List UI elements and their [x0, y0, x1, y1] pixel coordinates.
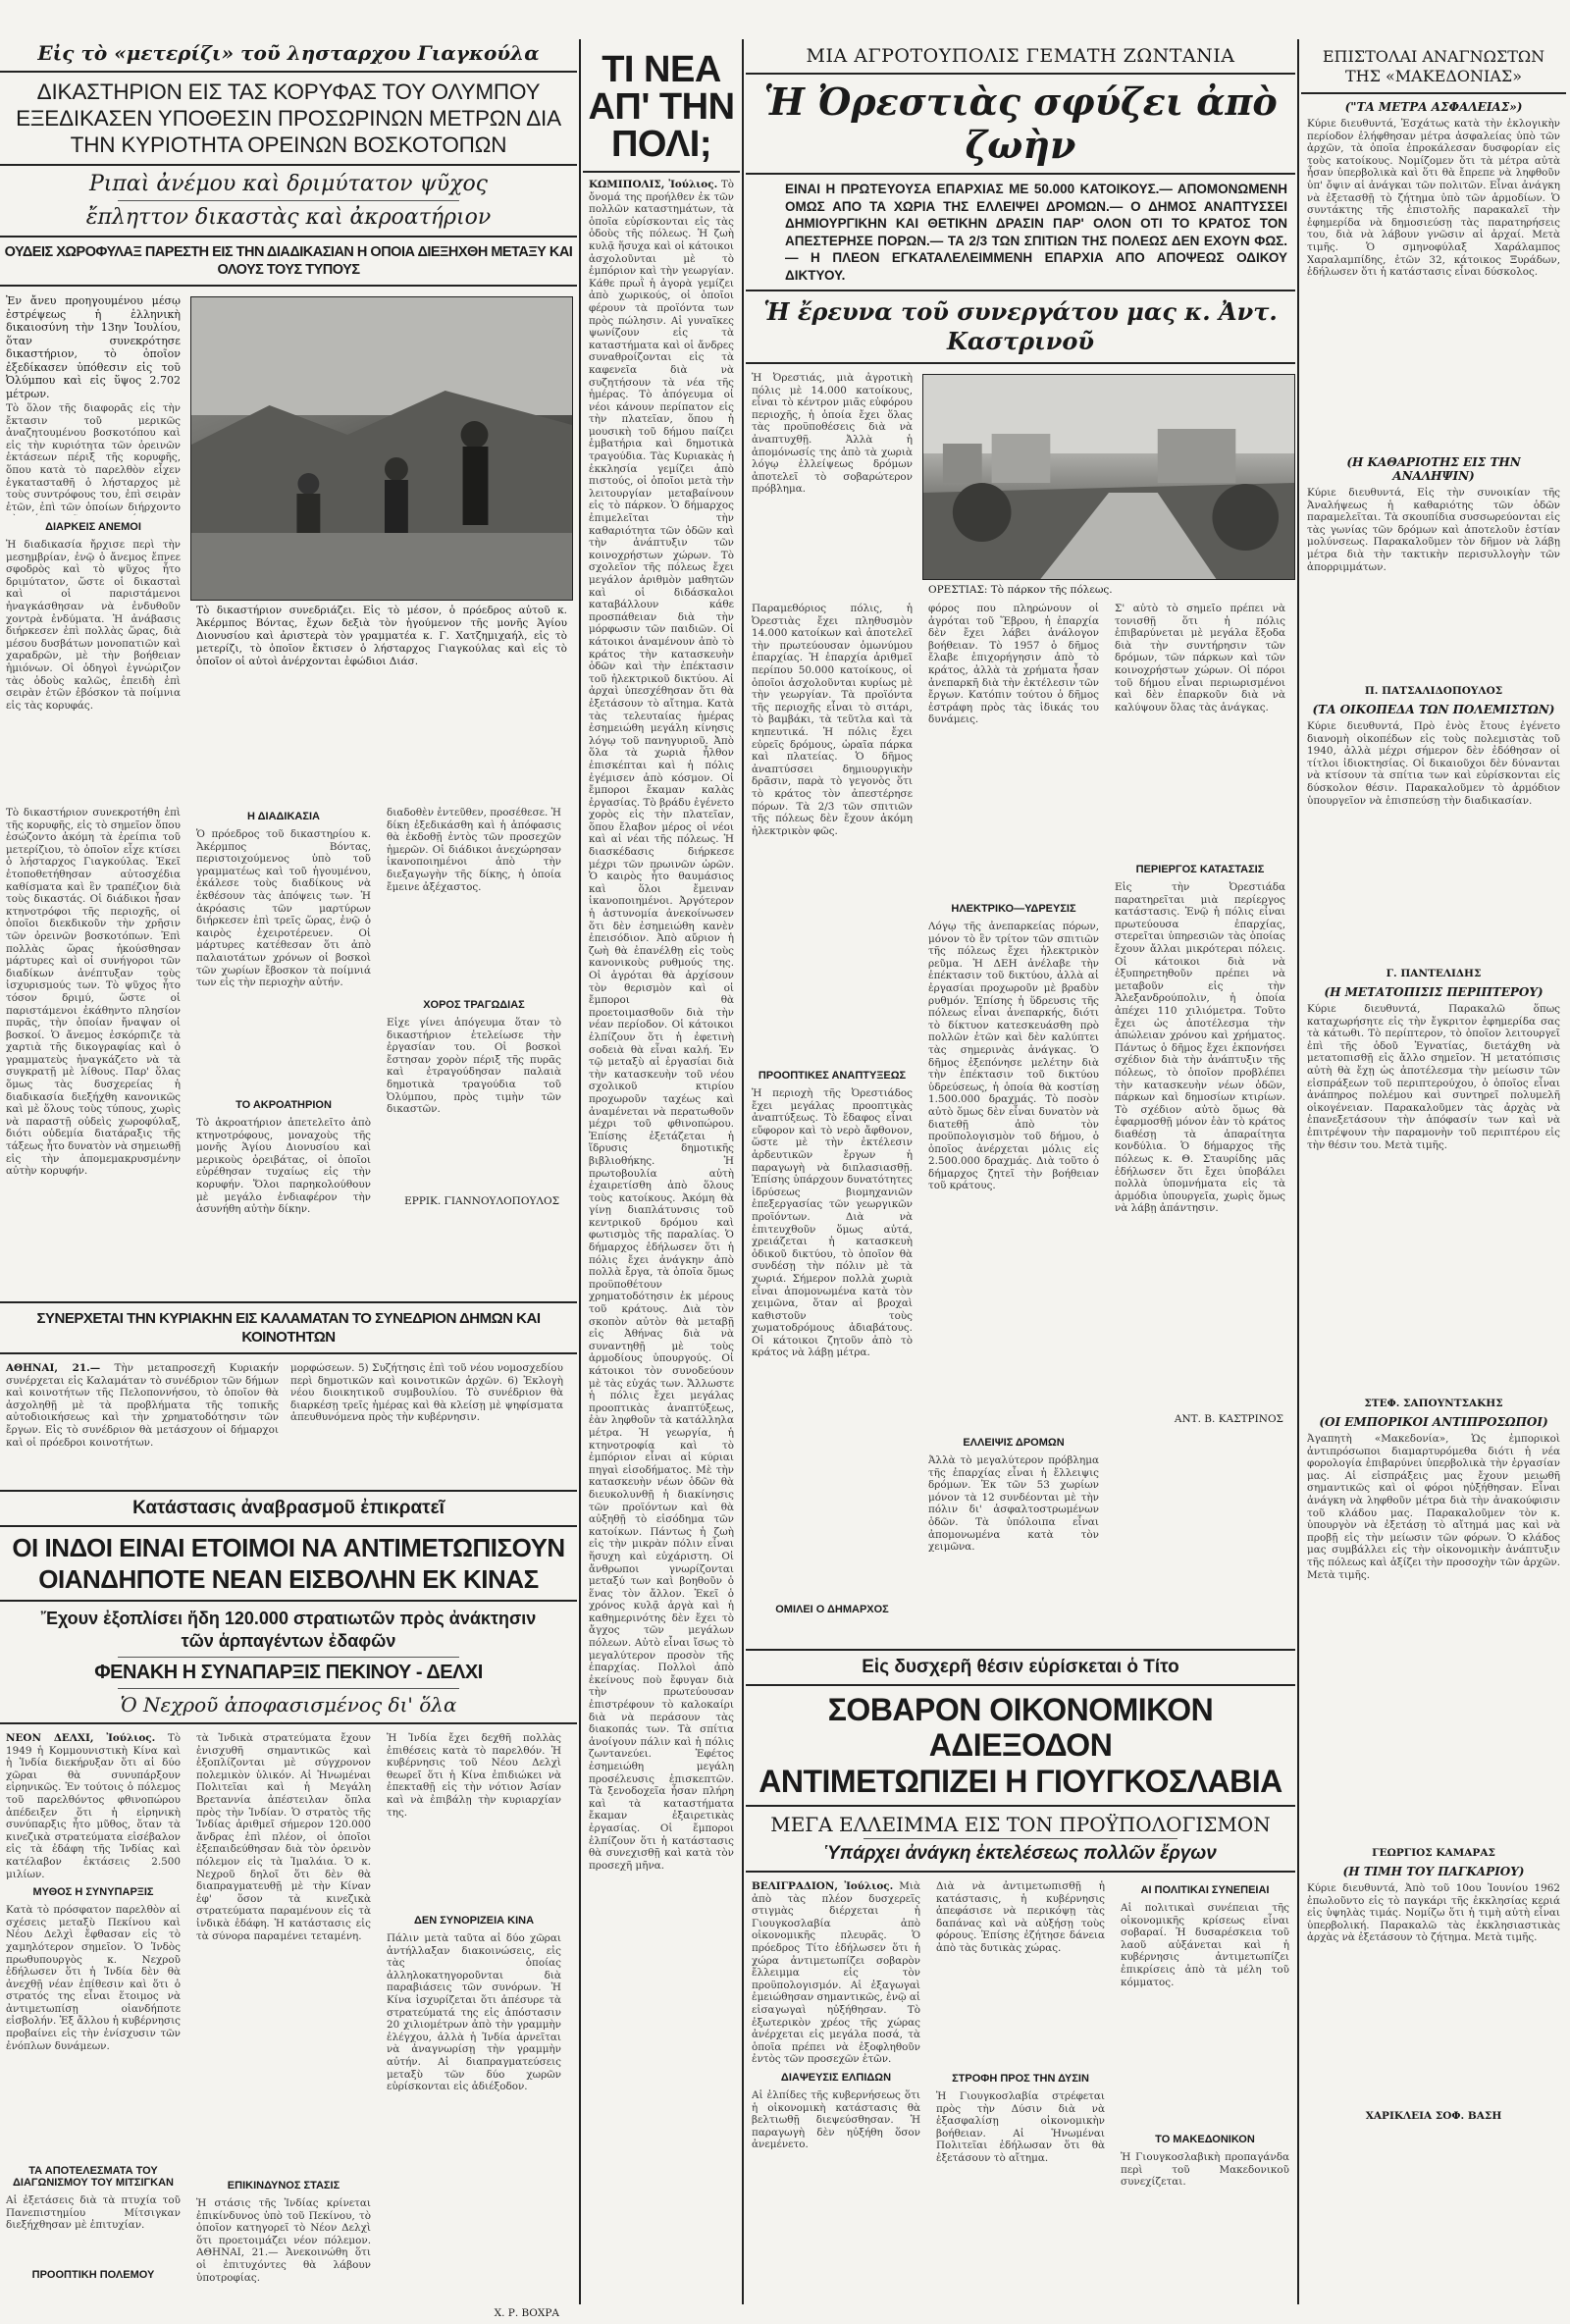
article-text: Κύριε διευθυντά, Ἐσχάτως κατὰ τὴν ἐκλογικὴν περίοδον ἐλήφθησαν μέτρα ἀσφαλείας ὑπὸ τῶν ἀρχῶν, τὰ ὁποῖα ἐπροκάλεσαν δυσφορίαν εἰς τοὺς κατοίκους. Νομίζομεν ὅτι τὰ μέτρα αὐτὰ ἦσαν ὑπερβολικὰ καὶ ὅτι θὰ ἔπρεπε νὰ ληφθοῦν ὑπ' ὄψιν αἱ ἀνάγκαι τῶν πολιτῶν. Εἶναι ἀνάγκη νὰ ἐξετασθῇ τὸ ζήτημα ὑπὸ τῶν ἁρμοδίων. Ὁ συντάκτης τῆς ἐπιστολῆς παρακαλεῖ τὴν ἐφημερίδα νὰ δημοσιεύσῃ τὰς παρατηρήσεις του, διὰ νὰ λάβουν γνῶσιν αἱ ἀρχαί. Μετὰ τιμῆς. Ὁ σμηνοφύλαξ Χαράλαμπος Χαραλαμπίδης, ἐτῶν 32, κάτοικος Ξυράδων, ἐδήλωσεν ὅτι ἡ κατάστασις εἶναι δύσκολος.: [1307, 118, 1560, 279]
article-text: Ἀγαπητὴ «Μακεδονία», Ὡς ἐμπορικοὶ ἀντιπρόσωποι διαμαρτυρόμεθα διότι ἡ νέα φορολογία ἐπιβαρύνει ὑπερβολικὰ τὴν ἐργασίαν μας. Αἱ εἰσπράξεις μας ἔχουν μειωθῆ σημαντικῶς καὶ οἱ φόροι ηὐξήθησαν. Εἶναι ἀνάγκη νὰ ληφθοῦν μέτρα διὰ τὴν ἀνακούφισιν τοῦ κλάδου μας. Παρακαλοῦμεν τὸν κ. ὑπουργὸν νὰ ἐξετάσῃ τὸ αἴτημά μας καὶ νὰ προβῇ εἰς τὴν μείωσιν τῶν φόρων. Ὁ κλάδος μας συμβάλλει εἰς τὴν οἰκονομικὴν ἀνάπτυξιν τῆς πόλεως καὶ ἀξίζει τὴν προσοχὴν τῶν ἀρχῶν. Μετὰ τιμῆς.: [1307, 1433, 1560, 1581]
column-orestias: [746, 0, 1295, 2324]
article-text: Τὸ ὄνομά της προήλθεν ἐκ τῶν πολλῶν καταστημάτων, τὰ ὁποῖα εὑρίσκονται εἰς τὰς ὁδοὺς τῆς πόλεως. Ἡ ζωὴ κυλᾷ ἥσυχα καὶ οἱ κάτοικοι ἀσχολοῦνται μὲ τὸ ἐμπόριον καὶ τὴν γεωργίαν. Κάθε πρωῒ ἡ ἀγορὰ γεμίζει ἀπὸ χωρικούς, οἱ ὁποῖοι φέρουν τὰ προϊόντα των πρὸς πώλησιν. Αἱ γυναῖκες ψωνίζουν εἰς τὰ καταστήματα καὶ οἱ ἄνδρες συναθροίζονται εἰς τὰ καφενεῖα διὰ νὰ συζητήσουν τὰ νέα τῆς ἡμέρας. Τὸ ἀπόγευμα οἱ νέοι κάνουν περίπατον εἰς τὴν πλατεῖαν, ὅπου ἡ μουσικὴ τοῦ δήμου παίζει ἐμβατήρια καὶ δημοτικὰ τραγούδια. Τὰς Κυριακὰς ἡ ἐκκλησία γεμίζει ἀπὸ πιστούς, οἱ ὁποῖοι μετὰ τὴν λειτουργίαν μεταβαίνουν εἰς τὸ πάρκον. Ὁ δήμαρχος ἐπιμελεῖται τὴν καθαριότητα τῶν ὁδῶν καὶ τὴν ἀνάπτυξιν τῶν κοινοχρήστων χώρων. Τὸ σχολεῖον τῆς πόλεως ἔχει μεγάλον ἀριθμὸν μαθητῶν καὶ οἱ διδάσκαλοι καταβάλλουν κάθε προσπάθειαν διὰ τὴν μόρφωσιν τῶν παιδιῶν. Οἱ κάτοικοι ἀναμένουν ἀπὸ τὸ κράτος τὴν κατασκευὴν ὁδῶν καὶ τὴν ἐπέκτασιν τοῦ ἠλεκτρικοῦ δικτύου. Αἱ ἀρχαὶ ὑπεσχέθησαν ὅτι θὰ ἐξετάσουν τὸ αἴτημα. Κατὰ τὰς τελευταίας ἡμέρας ἐσημειώθη μεγάλη κίνησις λόγῳ τοῦ πανηγυριοῦ. Ἀπὸ ὅλα τὰ χωριὰ ἦλθον ἐπισκέπται καὶ ἡ πόλις ἐγέμισεν ἀπὸ κόσμον. Οἱ ἔμποροι ἔκαμαν καλὰς ἐργασίας. Τὸ βράδυ ἐγένετο χορὸς εἰς τὴν πλατεῖαν, ὅπου ἔλαβον μέρος οἱ νέοι καὶ αἱ νέαι τῆς πόλεως. Ἡ διασκέδασις διήρκεσε μέχρι τῶν πρωινῶν ὡρῶν. Ὁ καιρὸς ἦτο θαυμάσιος καὶ ὅλοι ἔμειναν ἱκανοποιημένοι. Ἀργότερον ἡ ἀστυνομία ἀνεκοίνωσεν ὅτι δὲν ἐσημειώθη κανὲν ἐπεισόδιον. Ἀπὸ αὔριον ἡ ζωὴ θὰ ἐπανέλθῃ εἰς τοὺς κανονικοὺς ρυθμούς της. Οἱ ἀγρόται θὰ ἀρχίσουν τὸν θερισμὸν καὶ οἱ ἔμποροι θὰ προετοιμασθοῦν διὰ τὴν νέαν περίοδον. Οἱ κάτοικοι ἐλπίζουν ὅτι ἡ ἐφετινὴ σοδειὰ θὰ εἶναι καλή. Ἐν τῷ μεταξὺ αἱ ἐργασίαι διὰ τὴν κατασκευὴν τοῦ νέου σχολικοῦ κτιρίου προχωροῦν ταχέως καὶ ἀναμένεται νὰ περατωθοῦν μέχρι τοῦ φθινοπώρου. Ἐπίσης ἐξετάζεται ἡ ἵδρυσις δημοτικῆς βιβλιοθήκης. Ἡ πρωτοβουλία αὐτὴ ἐχαιρετίσθη ἀπὸ ὅλους τοὺς κατοίκους. Ἀκόμη θὰ γίνῃ διαπλάτυνσις τοῦ κεντρικοῦ δρόμου καὶ φωτισμὸς τῆς παραλίας. Ὁ δήμαρχος ἐδήλωσεν ὅτι ἡ πόλις ἔχει ἀνάγκην ἀπὸ πολλὰ ἔργα, τὰ ὁποῖα ὅμως προϋποθέτουν χρηματοδότησιν ἐκ μέρους τοῦ κράτους. Διὰ τὸν σκοπὸν αὐτὸν θὰ μεταβῇ εἰς Ἀθήνας διὰ νὰ συναντηθῇ μὲ τοὺς ἁρμοδίους ὑπουργούς. Οἱ κάτοικοι τὸν συνοδεύουν μὲ τὰς εὐχάς των. Ἄλλωστε ἡ πόλις ἔχει μεγάλας προοπτικὰς ἀναπτύξεως, ἐὰν ληφθοῦν τὰ κατάλληλα μέτρα. Ἡ γεωργία, ἡ κτηνοτροφία καὶ τὸ ἐμπόριον εἶναι αἱ κύριαι πηγαὶ εἰσοδήματος. Μὲ τὴν κατασκευὴν νέων ὁδῶν θὰ διευκολυνθῇ ἡ διακίνησις τῶν προϊόντων καὶ θὰ αὐξηθῇ τὸ εἰσόδημα τῶν κατοίκων. Πάντως ἡ ζωὴ εἰς τὴν μικρὰν πόλιν εἶναι ἥσυχη καὶ εὐχάριστη. Οἱ ἄνθρωποι γνωρίζονται μεταξύ των καὶ βοηθοῦν ὁ ἕνας τὸν ἄλλον. Ἐκεῖ ὁ χρόνος κυλᾷ ἀργὰ καὶ ἡ καθημερινότης δὲν ἔχει τὸ ἄγχος τῶν μεγάλων πόλεων. Αὐτὸ εἶναι ἴσως τὸ μεγαλύτερον προσὸν τῆς ἐπαρχίας. Πολλοὶ ἀπὸ ἐκείνους ποὺ ἔφυγαν διὰ τὴν πρωτεύουσαν ἐπιστρέφουν τὸ καλοκαίρι διὰ νὰ περάσουν τὰς διακοπάς των. Τὰ σπίτια ἀνοίγουν πάλιν καὶ ἡ πόλις ζωντανεύει. Ἐφέτος ἐσημειώθη μεγάλη προσέλευσις ἐπισκεπτῶν. Τὰ ξενοδοχεῖα ἦσαν πλήρη καὶ τὰ καταστήματα ἔκαμαν ἐξαιρετικὰς ἐργασίας. Οἱ ἔμποροι ἐλπίζουν ὅτι ἡ κατάστασις θὰ συνεχισθῇ καὶ κατὰ τὸν προσεχῆ μῆνα.: [589, 179, 734, 1872]
article-text: Τὸ ὅλον τῆς διαφορᾶς εἰς τὴν ἔκτασιν τοῦ μερικῶς ἀναζητουμένου βοσκοτόπου καὶ εἰς τὴν κυριότητα τῶν ὀρεινῶν ἐκτάσεων πέριξ τῆς κορυφῆς, ὅπου κατὰ τὸ παρελθὸν εἶχεν ἐγκατασταθῆ ὁ λήσταρχος μὲ τοὺς συντρόφους του, ἐπὶ σειρὰν ἐτῶν, ἐπὶ τῶν ὁποίων διήρχοντο: [6, 402, 181, 513]
india-sub-danger: ΕΠΙΚΙΝΔΥΝΟΣ ΣΤΑΣΙΣ: [227, 2180, 340, 2192]
orestias-photo-caption: ΟΡΕΣΤΙΑΣ: Τὸ πάρκον τῆς πόλεως.: [928, 584, 1113, 596]
article-text: Ἡ Ὀρεστιάς, μιὰ ἀγροτικὴ πόλις μὲ 14.000 κατοίκους, εἶναι τὸ κέντρον μιᾶς εὐφόρου περιοχῆς, ἡ ὁποία ἔχει ὅλας τὰς προϋποθέσεις διὰ νὰ ἀναπτυχθῇ. Ἀλλὰ ἡ ἀπομόνωσίς της ἀπὸ τὰ χωριὰ λόγῳ ἐλλείψεως δρόμων ἀποτελεῖ τὸ σοβαρώτερον πρόβλημα.: [752, 372, 913, 496]
letter-signer-3: Γ. ΠΑΝΤΕΛΙΔΗΣ: [1386, 968, 1482, 979]
article-text: φόρος που πληρώνουν οἱ ἀγρόται τοῦ Ἕβρου, ἡ ἐπαρχία δὲν ἔχει λάβει ἀνάλογον βοήθειαν. Τὸ 1957 ὁ δῆμος ἔλαβε ἐπιχορήγησιν ἀπὸ τὸ κράτος, ἀλλὰ τὰ χρήματα ἦσαν ἀνεπαρκῆ διὰ τὴν ἐκτέλεσιν τῶν ἔργων. Κατόπιν τούτου ὁ δῆμος ἐστράφη πρὸς τὰς ἰδικάς του δυνάμεις.: [928, 603, 1099, 726]
olympus-headline: ΔΙΚΑΣΤΗΡΙΟΝ ΕΙΣ ΤΑΣ ΚΟΡΥΦΑΣ ΤΟΥ ΟΛΥΜΠΟΥ ΕΞΕΔΙΚΑΣΕΝ ΥΠΟΘΕΣΙΝ ΠΡΟΣΩΡΙΝΩΝ ΜΕΤΡΩΝ ΔΙΑ ΤΗΝ ΚΥΡΙΟΤΗΤΑ ΟΡΕΙΝΩΝ ΒΟΣΚΟΤΟΠΩΝ: [16, 79, 561, 157]
article-text: Τὸ 1949 ἡ Κομμουνιστικὴ Κίνα καὶ ἡ Ἰνδία διεκήρυξαν ὅτι αἱ δύο χῶραι θὰ συνυπάρξουν εἰρηνικῶς. Ἐν τούτοις ὁ πόλεμος τοῦ παρελθόντος φθινοπώρου ἀπέδειξεν ὅτι ἡ εἰρηνικὴ συνύπαρξις ἦτο μῦθος, ὅταν τὰ κινεζικὰ στρατεύματα εἰσέβαλον εἰς τὰ ἐδάφη τῆς Ἰνδίας καὶ κατέλαβον ἐκτάσεις 2.500 μιλίων.: [6, 1732, 181, 1880]
article-text: Κύριε διευθυντά, Παρακαλῶ ὅπως καταχωρήσητε εἰς τὴν ἔγκριτον ἐφημερίδα σας τὰ κάτωθι. Τὸ περίπτερον, τὸ ὁποῖον λειτουργεῖ ἐπὶ τῆς ὁδοῦ Ἐγνατίας, διετάχθη νὰ μετατοπισθῇ εἰς ἄλλο σημεῖον. Ἡ μετατόπισις αὐτὴ θὰ ἔχῃ ὡς ἀποτέλεσμα τὴν μείωσιν τῶν εἰσπράξεων τοῦ περιπτερούχου, ὁ ὁποῖος εἶναι ἀνάπηρος πολέμου καὶ συντηρεῖ πολυμελῆ οἰκογένειαν. Παρακαλοῦμεν τὰς ἀρχὰς νὰ ἐπανεξετάσουν τὴν ἀπόφασίν των καὶ νὰ ἐπιτρέψουν τὴν παραμονὴν τοῦ περιπτέρου εἰς τὴν θέσιν του. Μετὰ τιμῆς.: [1307, 1003, 1560, 1151]
article-text: Αἱ ἐξετάσεις διὰ τὰ πτυχία τοῦ Πανεπιστημίου Μίτσιγκαν διεξήχθησαν μὲ ἐπιτυχίαν.: [6, 2194, 181, 2232]
orestias-park-photo: [922, 374, 1295, 580]
article-text: Κύριε διευθυντά, Εἰς τὴν συνοικίαν τῆς Ἀναλήψεως ἡ καθαριότης τῶν ὁδῶν παραμελεῖται. Τὰ σκουπίδια συσσωρεύονται εἰς τὰς γωνίας τῶν δρόμων καὶ ἀποτελοῦν ἑστίαν μολύνσεως. Παρακαλοῦμεν τὸν δῆμον νὰ λάβῃ μέτρα διὰ τὴν τακτικὴν περισυλλογὴν τῶν ἀπορριμμάτων.: [1307, 487, 1560, 573]
india-sub-war: ΠΡΟΟΠΤΙΚΗ ΠΟΛΕΜΟΥ: [31, 2269, 155, 2282]
orestias-sub-prospects: ΠΡΟΟΠΤΙΚΕΣ ΑΝΑΠΤΥΞΕΩΣ: [758, 1070, 907, 1082]
article-text: Τὸ δικαστήριον συνεκροτήθη ἐπὶ τῆς κορυφῆς, εἰς τὸ σημεῖον ὅπου ἐσώζοντο ἀκόμη τὰ ἐρείπια τοῦ μετερίζιου, τὸ ὁποῖον εἶχε κτίσει ὁ λήσταρχος Γιαγκούλας. Ἐκεῖ ἐτοποθετήθησαν αὐτοσχέδια καθίσματα καὶ ἓν τραπέζιον διὰ τοὺς δικαστάς. Οἱ διάδικοι ἦσαν κτηνοτρόφοι τῆς περιοχῆς, οἱ ὁποῖοι διεκδικοῦν τὴν χρῆσιν τῶν ὀρεινῶν βοσκοτόπων. Ἐπὶ πολλὰς ὥρας ἠκούσθησαν μάρτυρες καὶ οἱ συνήγοροι τῶν διαδίκων ἀνέπτυξαν τοὺς ἰσχυρισμούς των. Τὸ ψῦχος ἦτο τόσον δριμύ, ὥστε οἱ παριστάμενοι ἐκάθηντο πλησίον πυρᾶς, τὴν ὁποίαν ἤναψαν οἱ βοσκοί. Ὁ ἄνεμος ἐσκόρπιζε τὰ χαρτιὰ τῆς δικογραφίας καὶ ὁ γραμματεὺς ἠναγκάζετο νὰ τὰ συγκρατῇ μὲ λίθους. Παρ' ὅλας ὅμως τὰς δυσχερείας ἡ διαδικασία διεξήχθη κανονικῶς καὶ μὲ ὅλους τοὺς τύπους, χωρὶς νὰ παραστῇ οὐδεὶς χωροφύλαξ, διότι οὐδεμία διατάραξις τῆς τάξεως ἦτο δυνατὸν νὰ σημειωθῇ εἰς τὴν ἀπομεμακρυσμένην αὐτὴν κορυφήν.: [6, 807, 181, 1178]
yugo-headline-1: ΣΟΒΑΡΟΝ ΟΙΚΟΝΟΜΙΚΟΝ ΑΔΙΕΞΟΔΟΝ: [827, 1692, 1214, 1763]
letter-signer-6: ΧΑΡΙΚΛΕΙΑ ΣΟΦ. ΒΑΣΗ: [1365, 2110, 1502, 2122]
orestias-headline: Ἡ Ὀρεστιὰς σφύζει ἀπὸ ζωὴν: [763, 79, 1278, 167]
orestias-sub-strange: ΠΕΡΙΕΡΓΟΣ ΚΑΤΑΣΤΑΣΙΣ: [1135, 864, 1265, 875]
mountain-scene-icon: [191, 297, 572, 600]
column-letters: [1301, 0, 1566, 2324]
olympus-deck-2: ἔπληττον δικαστὰς καὶ ἀκροατήριον: [85, 205, 492, 230]
olympus-sub-dance: ΧΟΡΟΣ ΤΡΑΓΩΔΙΑΣ: [423, 999, 525, 1011]
article-text: Εἶχε γίνει ἀπόγευμα ὅταν τὸ δικαστήριον ἐτελείωσε τὴν ἐργασίαν του. Οἱ βοσκοὶ ἔστησαν χορὸν πέριξ τῆς πυρᾶς καὶ ἐτραγούδησαν παλαιὰ δημοτικὰ τραγούδια τοῦ Ὀλύμπου, πρὸς τιμὴν τῶν δικαστῶν.: [387, 1017, 561, 1116]
article-text: Κύριε διευθυντά, Ἀπὸ τοῦ 10ου Ἰουνίου 1962 ἐπωλοῦντο εἰς τὸ παγκάρι τῆς ἐκκλησίας κεριά εἰς ὑψηλὰς τιμάς. Νομίζω ὅτι ἡ τιμὴ αὐτὴ εἶναι ὑπερβολική. Παρακαλῶ τὰς ἐκκλησιαστικὰς ἀρχὰς νὰ ἐξετάσουν τὸ ζήτημα. Μετὰ τιμῆς.: [1307, 1882, 1560, 1944]
letter-title-2: (Η ΚΑΘΑΡΙΟΤΗΣ ΕΙΣ ΤΗΝ ΑΝΑΛΗΨΙΝ): [1346, 455, 1521, 483]
india-deck-2: ΦΕΝΑΚΗ Η ΣΥΝΑΠΑΡΞΙΣ ΠΕΚΙΝΟΥ - ΔΕΛΧΙ: [94, 1662, 483, 1683]
article-text: Λόγῳ τῆς ἀνεπαρκείας πόρων, μόνον τὸ ἓν τρίτον τῶν σπιτιῶν τῆς πόλεως ἔχει ἠλεκτρικὸν ρεῦμα. Ἡ ΔΕΗ ἀνέλαβε τὴν ἐπέκτασιν τοῦ δικτύου, ἀλλὰ αἱ ἐργασίαι προχωροῦν μὲ βραδὺν ρυθμόν. Ἐπίσης ἡ ὕδρευσις τῆς πόλεως εἶναι ἀνεπαρκής, διότι τὸ δίκτυον κατεσκευάσθη πρὸ πολλῶν ἐτῶν καὶ δὲν καλύπτει τὰς σημερινὰς ἀνάγκας. Ὁ δῆμος ἐξεπόνησε μελέτην διὰ τὴν ἐπέκτασιν τοῦ δικτύου ὑδρεύσεως, ἡ ὁποία θὰ κοστίσῃ 1.500.000 δραχμάς. Τὸ ποσὸν αὐτὸ ὅμως δὲν εἶναι δυνατὸν νὰ διατεθῇ ἀπὸ τὸν προϋπολογισμὸν τοῦ δήμου, ὁ ὁποῖος ἀνέρχεται μόλις εἰς 2.500.000 δραχμάς. Διὰ τοῦτο ὁ δήμαρχος ζητεῖ τὴν βοήθειαν τοῦ κράτους.: [928, 921, 1099, 1192]
india-byline: Χ. Ρ. ΒΟΧΡΑ: [494, 2307, 559, 2319]
letter-signer-2: Π. ΠΑΤΣΑΛΙΔΟΠΟΥΛΟΣ: [1364, 685, 1503, 697]
india-deck-1: Ἔχουν ἐξοπλίσει ἤδη 120.000 στρατιωτῶν πρὸς ἀνάκτησιν τῶν ἁρπαγέντων ἐδαφῶν: [40, 1609, 537, 1651]
article-text: τὰ Ἰνδικὰ στρατεύματα ἔχουν ἐνισχυθῆ σημαντικῶς καὶ ἐξοπλίζονται μὲ σύγχρονον πολεμικὸν ὑλικόν. Αἱ Ἡνωμέναι Πολιτεῖαι καὶ ἡ Μεγάλη Βρεταννία ἀπέστειλαν ὅπλα πρὸς τὴν Ἰνδίαν. Ὁ στρατὸς τῆς Ἰνδίας ἀριθμεῖ σήμερον 120.000 ἄνδρας ἐπὶ πλέον, οἱ ὁποῖοι ἐξεπαιδεύθησαν διὰ τὸν ὀρεινὸν πόλεμον εἰς τὰ Ἱμαλάια. Ὁ κ. Νεχροῦ δηλοῖ ὅτι δὲν θὰ διαπραγματευθῇ μὲ τὴν Κίναν ἐφ' ὅσον τὰ κινεζικὰ στρατεύματα παραμένουν εἰς τὰ ἰνδικὰ ἐδάφη. Ἡ κατάστασις εἰς τὰ σύνορα παραμένει τεταμένη.: [196, 1732, 371, 1942]
article-text: Διὰ νὰ ἀντιμετωπισθῇ ἡ κατάστασις, ἡ κυβέρνησις ἀπεφάσισε νὰ περικόψῃ τὰς δαπάνας καὶ νὰ αὐξήσῃ τοὺς φόρους. Ἐπίσης ἐζήτησε δάνεια ἀπὸ τὰς δυτικὰς χώρας.: [936, 1880, 1105, 1954]
orestias-sub-roads: ΕΛΛΕΙΨΙΣ ΔΡΟΜΩΝ: [963, 1437, 1065, 1449]
article-text: Ἡ περιοχὴ τῆς Ὀρεστιάδος ἔχει μεγάλας προοπτικὰς ἀναπτύξεως. Τὸ ἔδαφος εἶναι εὔφορον καὶ τὸ νερὸ ἄφθονον, ὥστε μὲ τὴν ἐκτέλεσιν ἀρδευτικῶν ἔργων ἡ παραγωγὴ νὰ διπλασιασθῇ. Ἐπίσης ὑπάρχουν δυνατότητες ἱδρύσεως βιομηχανιῶν ἐπεξεργασίας τῶν γεωργικῶν προϊόντων. Διὰ νὰ ἐπιτευχθοῦν ὅμως αὐτά, χρειάζεται ἡ κατασκευὴ ὁδικοῦ δικτύου, τὸ ὁποῖον θὰ συνδέσῃ τὴν πόλιν μὲ τὰ χωριά. Σήμερον πολλὰ χωριὰ εἶναι ἀπομονωμένα κατὰ τὸν χειμῶνα, ὅταν αἱ βροχαὶ καθιστοῦν τοὺς χωματοδρόμους ἀδιαβάτους. Οἱ κάτοικοι ζητοῦν ἀπὸ τὸ κράτος νὰ λάβῃ μέτρα.: [752, 1087, 913, 1359]
orestias-kicker: ΜΙΑ ΑΓΡΟΤΟΥΠΟΛΙΣ ΓΕΜΑΤΗ ΖΩΝΤΑΝΙΑ: [806, 45, 1235, 67]
olympus-court-photo: [190, 296, 573, 601]
article-text: Αἱ ἐλπίδες τῆς κυβερνήσεως ὅτι ἡ οἰκονομικὴ κατάστασις θὰ βελτιωθῇ διεψεύσθησαν. Ἡ παραγωγὴ δὲν ηὐξήθη ὅσον ἀνεμένετο.: [752, 2088, 920, 2151]
olympus-kicker: Εἰς τὸ «μετερίζι» τοῦ λησταρχου Γιαγκούλα: [37, 41, 540, 65]
column-divider: [579, 39, 581, 2304]
olympus-sub-winds: ΔΙΑΡΚΕΙΣ ΑΝΕΜΟΙ: [45, 521, 141, 533]
article-text: Εἰς τὴν Ὀρεστιάδα παρατηρεῖται μιὰ περίεργος κατάστασις. Ἐνῷ ἡ πόλις εἶναι πρωτεύουσα ἐπαρχίας, στερεῖται ὑπηρεσιῶν τὰς ὁποίας ἔχουν ἄλλαι μικρότεραι πόλεις. Οἱ κάτοικοι διὰ νὰ ἐξυπηρετηθοῦν πρέπει νὰ μεταβοῦν εἰς τὴν Ἀλεξανδρούπολιν, ἡ ὁποία ἀπέχει 110 χιλιόμετρα. Τοῦτο ἔχει ὡς ἀποτέλεσμα τὴν ἀπώλειαν χρόνου καὶ χρήματος. Πάντως ὁ δῆμος ἔχει ἐκπονήσει σχέδιον διὰ τὴν ἀνάπτυξιν τῆς πόλεως, τὸ ὁποῖον προβλέπει τὴν κατασκευὴν νέων ὁδῶν, πάρκων καὶ δημοσίων κτιρίων. Τὸ σχέδιον αὐτὸ ὅμως θὰ ἐφαρμοσθῇ μόνον ἐὰν τὸ κράτος διαθέσῃ τὰ ἀπαραίτητα κονδύλια. Ὁ δήμαρχος τῆς πόλεως κ. Θ. Σταυρίδης μᾶς ἐδήλωσεν ὅτι ἔχει ὑποβάλει πολλὰ ὑπομνήματα εἰς τὰ ἁρμόδια ὑπουργεῖα, χωρὶς ὅμως νὰ λάβῃ ἀπάντησιν.: [1115, 881, 1285, 1215]
yugo-deck-2: Ὑπάρχει ἀνάγκη ἐκτελέσεως πολλῶν ἔργων: [824, 1843, 1217, 1864]
city-news-title: ΤΙ ΝΕΑ ΑΠ' ΤΗΝ ΠΟΛΙ;: [588, 49, 735, 165]
article-text: Ἡ στάσις τῆς Ἰνδίας κρίνεται ἐπικίνδυνος ὑπὸ τοῦ Πεκίνου, τὸ ὁποῖον κατηγορεῖ τὸ Νέον Δελχὶ ὅτι προετοιμάζει νέον πόλεμον. ΑΘΗΝΑΙ, 21.— Ἀνεκοινώθη ὅτι οἱ ἐπιτυχόντες θὰ λάβουν ὑποτροφίας.: [196, 2197, 371, 2284]
letter-signer-4: ΣΤΕΦ. ΣΑΠΟΥΝΤΣΑΚΗΣ: [1364, 1398, 1503, 1409]
column-divider: [1297, 39, 1299, 2304]
olympus-lead: Ἐν ἄνευ προηγουμένου μέσῳ ἐστρέψεως ἡ ἑλληνικὴ δικαιοσύνη τὴν 13ην Ἰουλίου, ὅταν συνεκρότησε δικαστήριον, τὸ ὁποῖον ἐξεδίκασεν ὑπόθεσιν εἰς τοῦ Ὀλύμπου καὶ εἰς ὕψος 2.702 μέτρων.: [6, 294, 181, 400]
olympus-photo-caption: Τὸ δικαστήριον συνεδριάζει. Εἰς τὸ μέσον, ὁ πρόεδρος αὐτοῦ κ. Ἀκέρμπος Βόντας, ἔχων δεξιὰ τὸν ἡγούμενον τῆς μονῆς Ἁγίου Διονυσίου καὶ ἀριστερὰ τὸν γραμματέα κ. Γ. Χατζημιχαήλ, εἰς τὸ μετερίζι, τὸ ὁποῖον ἔκτισεν ὁ λήσταρχος Γιαγκούλας καὶ εἰς τὸ ὁποῖον οἱ αὐτοὶ ἀνέρχονται ἐφώδιοι Διάσ.: [196, 605, 567, 667]
olympus-deck-3: ΟΥΔΕΙΣ ΧΩΡΟΦΥΛΑΞ ΠΑΡΕΣΤΗ ΕΙΣ ΤΗΝ ΔΙΑΔΙΚΑΣΙΑΝ Η ΟΠΟΙΑ ΔΙΕΞΗΧΘΗ ΜΕΤΑΞΥ ΚΑΙ ΟΛΟΥΣ ΤΟΥΣ ΤΥΠΟΥΣ: [4, 244, 573, 278]
article-text: Παραμεθόριος πόλις, ἡ Ὀρεστιὰς ἔχει πληθυσμὸν 14.000 κατοίκων καὶ ἀποτελεῖ τὴν πρωτεύουσαν ὁμωνύμου ἐπαρχίας. Ἡ ἐπαρχία ἀριθμεῖ περίπου 50.000 κατοίκους, οἱ ὁποῖοι ἀσχολοῦνται κυρίως μὲ τὴν γεωργίαν. Τὰ προϊόντα τῆς περιοχῆς εἶναι τὸ σιτάρι, τὸ βαμβάκι, τὰ τεῦτλα καὶ τὰ κηπευτικά. Ἡ πόλις ἔχει εὐρεῖς δρόμους, ὡραῖα πάρκα καὶ πλατείας. Ὁ δῆμος ἀναπτύσσει δημιουργικὴν δρᾶσιν, παρὰ τὸ γεγονὸς ὅτι τὸ κράτος τὸν ἀπεστέρησε πόρων. Τὰ 2/3 τῶν σπιτιῶν τῆς πόλεως δὲν ἔχουν ἀκόμη ἠλεκτρικὸν φῶς.: [752, 603, 913, 837]
letter-title-3: (ΤΑ ΟΙΚΟΠΕΔΑ ΤΩΝ ΠΟΛΕΜΙΣΤΩΝ): [1312, 703, 1555, 716]
india-headline-1: ΟΙ ΙΝΔΟΙ ΕΙΝΑΙ ΕΤΟΙΜΟΙ ΝΑ ΑΝΤΙΜΕΤΩΠΙΣΟΥΝ: [12, 1533, 565, 1562]
letters-title: ΕΠΙΣΤΟΛΑΙ ΑΝΑΓΝΩΣΤΩΝ ΤΗΣ «ΜΑΚΕΔΟΝΙΑΣ»: [1322, 47, 1545, 85]
article-text: Ἡ Γιουγκοσλαβία στρέφεται πρὸς τὴν Δύσιν διὰ νὰ ἐξασφαλίσῃ οἰκονομικὴν βοήθειαν. Αἱ Ἡνωμέναι Πολιτεῖαι ἐδήλωσαν ὅτι θὰ ἐξετάσουν τὸ αἴτημα.: [936, 2090, 1105, 2164]
india-kicker: Κατάστασις ἀναβρασμοῦ ἐπικρατεῖ: [132, 1498, 445, 1518]
india-dateline: ΝΕΟΝ ΔΕΛΧΙ, Ἰούλιος.: [6, 1732, 156, 1744]
article-text: Ἡ Ἰνδία ἔχει δεχθῆ πολλὰς ἐπιθέσεις κατὰ τὸ παρελθόν. Ἡ κυβέρνησις τοῦ Νέου Δελχὶ θεωρεῖ ὅτι ἡ Κίνα ἐπιδιώκει νὰ ἐπεκταθῇ εἰς τὴν νότιον Ἀσίαν καὶ νὰ ἐπιβάλῃ τὴν κυριαρχίαν της.: [387, 1732, 561, 1819]
yugo-sub-macedonian: ΤΟ ΜΑΚΕΔΟΝΙΚΟΝ: [1155, 2134, 1255, 2145]
letter-title-5: (ΟΙ ΕΜΠΟΡΙΚΟΙ ΑΝΤΙΠΡΟΣΩΠΟΙ): [1319, 1415, 1548, 1429]
letter-title-4: (Η ΜΕΤΑΤΟΠΙΣΙΣ ΠΕΡΙΠΤΕΡΟΥ): [1324, 985, 1544, 999]
yugo-sub-west: ΣΤΡΟΦΗ ΠΡΟΣ ΤΗΝ ΔΥΣΙΝ: [952, 2073, 1089, 2085]
meeting-dateline: ΑΘΗΝΑΙ, 21.—: [6, 1362, 101, 1374]
yugo-kicker: Εἰς δυσχερῆ θέσιν εὑρίσκεται ὁ Τίτο: [862, 1657, 1179, 1677]
article-text: μορφώσεων. 5) Συζήτησις ἐπὶ τοῦ νέου νομοσχεδίου περὶ δημοτικῶν καὶ κοινοτικῶν ἀρχῶν. 6) Ἐκλογὴ νέου διοικητικοῦ συμβουλίου. Τὸ συνέδριον θὰ διαρκέσῃ τρεῖς ἡμέρας καὶ θὰ κλείσῃ μὲ ψηφίσματα ἀπευθυνόμενα πρὸς τὴν κυβέρνησιν.: [290, 1362, 563, 1424]
yugo-headline-2: ΑΝΤΙΜΕΤΩΠΙΖΕΙ Η ΓΙΟΥΓΚΟΣΛΑΒΙΑ: [759, 1764, 1282, 1799]
letter-signer-5: ΓΕΩΡΓΙΟΣ ΚΑΜΑΡΑΣ: [1372, 1847, 1495, 1859]
orestias-sub-mayor: ΟΜΙΛΕΙ Ο ΔΗΜΑΡΧΟΣ: [775, 1604, 889, 1615]
article-text: Κύριε διευθυντά, Πρὸ ἐνὸς ἔτους ἐγένετο διανομὴ οἰκοπέδων εἰς τοὺς πολεμιστὰς τοῦ 1940, ἀλλὰ μέχρι σήμερον δὲν ἐδόθησαν οἱ τίτλοι ἰδιοκτησίας. Οἱ δικαιοῦχοι δὲν δύνανται νὰ κτίσουν τὰ σπίτια των καὶ εὑρίσκονται εἰς δύσκολον θέσιν. Παρακαλοῦμεν τὸ ἁρμόδιον ὑπουργεῖον νὰ ἐπισπεύσῃ τὴν διαδικασίαν.: [1307, 720, 1560, 807]
article-text: Ὁ πρόεδρος τοῦ δικαστηρίου κ. Ἀκέρμπος Βόντας, περιστοιχούμενος ὑπὸ τοῦ γραμματέως καὶ τοῦ ἡγουμένου, ἐκάλεσε τοὺς διαδίκους νὰ ἐκθέσουν τὰς ἀπόψεις των. Ἡ ἀκρόασις τῶν μαρτύρων διήρκεσεν ἐπὶ τρεῖς ὥρας, ἐνῷ ὁ καιρὸς ἐχειροτέρευεν. Οἱ μάρτυρες κατέθεσαν ὅτι ἀπὸ παλαιοτάτων χρόνων οἱ βοσκοὶ τῶν χωρίων ἔβοσκον τὰ ποίμνιά των εἰς τὴν περιοχὴν αὐτήν.: [196, 828, 371, 989]
orestias-sub-electric: ΗΛΕΚΤΡΙΚΟ—ΥΔΡΕΥΣΙΣ: [951, 903, 1076, 915]
column-city-news: [583, 0, 740, 2324]
india-sub-mitchigan: ΤΑ ΑΠΟΤΕΛΕΣΜΑΤΑ ΤΟΥ ΔΙΑΓΩΝΙΣΜΟΥ ΤΟΥ ΜΙΤΣΙΓΚΑΝ: [13, 2165, 174, 2190]
india-sub-border: ΔΕΝ ΣΥΝΟΡΙΖΕΙΑ ΚΙΝΑ: [413, 1915, 535, 1927]
yugo-dateline: ΒΕΛΙΓΡΑΔΙΟΝ, Ἰούλιος.: [752, 1880, 894, 1892]
article-text: Κατὰ τὸ πρόσφατον παρελθὸν αἱ σχέσεις μεταξὺ Πεκίνου καὶ Νέου Δελχὶ ἔφθασαν εἰς τὸ χαμηλότερον σημεῖον. Ὁ Ἰνδὸς πρωθυπουργὸς κ. Νεχροῦ ἐδήλωσεν ὅτι ἡ Ἰνδία δὲν θὰ ἀνεχθῇ νέαν ἐπίθεσιν καὶ ὅτι ὁ στρατός της εἶναι ἕτοιμος νὰ ἀντιμετωπίσῃ οἱανδήποτε εἰσβολήν. Ἐξ ἄλλου ἡ κυβέρνησις προβαίνει εἰς τὴν ἐνίσχυσιν τῶν ἐνόπλων δυνάμεων.: [6, 1904, 181, 2052]
meeting-headline: ΣΥΝΕΡΧΕΤΑΙ ΤΗΝ ΚΥΡΙΑΚΗΝ ΕΙΣ ΚΑΛΑΜΑΤΑΝ ΤΟ ΣΥΝΕΔΡΙΟΝ ΔΗΜΩΝ ΚΑΙ ΚΟΙΝΟΤΗΤΩΝ: [36, 1310, 541, 1346]
orestias-byline: ΑΝΤ. Β. ΚΑΣΤΡΙΝΟΣ: [1174, 1413, 1283, 1425]
orestias-deck: ΕΙΝΑΙ Η ΠΡΩΤΕΥΟΥΣΑ ΕΠΑΡΧΙΑΣ ΜΕ 50.000 ΚΑΤΟΙΚΟΥΣ.— ΑΠΟΜΟΝΩΜΕΝΗ ΟΜΩΣ ΑΠΟ ΤΑ ΧΩΡΙΑ ΤΗΣ ΕΛΛΕΙΨΕΙ ΔΡΟΜΩΝ.— Ο ΔΗΜΟΣ ΑΝΑΠΤΥΣΣΕΙ ΔΗΜΙΟΥΡΓΙΚΗΝ ΚΑΙ ΘΕΤΙΚΗΝ ΔΡΑΣΙΝ ΠΑΡ' ΟΛΟΝ ΟΤΙ ΤΟ ΚΡΑΤΟΣ ΤΟΝ ΑΠΕΣΤΕΡΗΣΕ ΠΟΡΩΝ.— ΤΑ 2/3 ΤΩΝ ΣΠΙΤΙΩΝ ΤΗΣ ΠΟΛΕΩΣ ΔΕΝ ΕΧΟΥΝ ΦΩΣ.— Η ΠΛΕΟΝ ΕΓΚΑΤΑΛΕΛΕΙΜΜΕΝΗ ΕΠΑΡΧΙΑ ΑΠΟ ΑΠΟΨΕΩΣ ΟΔΙΚΟΥ ΔΙΚΤΥΟΥ.: [785, 182, 1287, 283]
olympus-sub-procedure: Η ΔΙΑΔΙΚΑΣΙΑ: [247, 811, 320, 822]
article-text: Τὴν μεταπροσεχῆ Κυριακήν συνέρχεται εἰς Καλαμάταν τὸ συνέδριον τῶν δήμων καὶ κοινοτήτων τῆς Πελοποννήσου, τὸ ὁποῖον θὰ ἀσχοληθῇ μὲ τὰ προβλήματα τῆς τοπικῆς αὐτοδιοικήσεως καὶ τὴν χρηματοδότησιν τῶν ἔργων. Εἰς τὸ συνέδριον θὰ μετάσχουν οἱ δήμαρχοι καὶ οἱ πρόεδροι κοινοτήτων.: [6, 1362, 279, 1449]
article-text: Τὸ ἀκροατήριον ἀπετελεῖτο ἀπὸ κτηνοτρόφους, μοναχοὺς τῆς μονῆς Ἁγίου Διονυσίου καὶ μερικοὺς ὀρειβάτας, οἱ ὁποῖοι εὑρέθησαν τυχαίως εἰς τὴν κορυφήν. Ὅλοι παρηκολούθουν μὲ μεγάλο ἐνδιαφέρον τὴν ἀσυνήθη αὐτὴν δίκην.: [196, 1117, 371, 1216]
india-sub-myth: ΜΥΘΟΣ Η ΣΥΝΥΠΑΡΞΙΣ: [32, 1886, 154, 1899]
letter-title-1: ("ΤΑ ΜΕΤΡΑ ΑΣΦΑΛΕΙΑΣ»): [1344, 100, 1523, 114]
article-text: Πάλιν μετὰ ταῦτα αἱ δύο χῶραι ἀντήλλαξαν διακοινώσεις, εἰς τὰς ὁποίας ἀλληλοκατηγοροῦνται διὰ παραβιάσεις τῶν συνόρων. Ἡ Κίνα ἰσχυρίζεται ὅτι ἀπέσυρε τὰ στρατεύματά της εἰς ἀπόστασιν 20 χιλιομέτρων ἀπὸ τὴν γραμμὴν ἐλέγχου, ἀλλὰ ἡ Ἰνδία ἀρνεῖται νὰ ἀναγνωρίσῃ τὴν γραμμὴν αὐτήν. Αἱ διαπραγματεύσεις μεταξὺ τῶν δύο χωρῶν εὑρίσκονται εἰς ἀδιέξοδον.: [387, 1932, 561, 2093]
olympus-sub-audience: ΤΟ ΑΚΡΟΑΤΗΡΙΟΝ: [236, 1099, 332, 1111]
yugo-sub-political: ΑΙ ΠΟΛΙΤΙΚΑΙ ΣΥΝΕΠΕΙΑΙ: [1140, 1884, 1270, 1896]
column-divider: [742, 39, 744, 2304]
letter-title-6: (Η ΤΙΜΗ ΤΟΥ ΠΑΓΚΑΡΙΟΥ): [1342, 1865, 1525, 1878]
park-scene-icon: [923, 375, 1294, 579]
olympus-byline: ΕΡΡΙΚ. ΓΙΑΝΝΟΥΛΟΠΟΥΛΟΣ: [404, 1195, 559, 1207]
column-olympus: [0, 0, 577, 2324]
india-deck-3: Ὁ Νεχροῦ ἀποφασισμένος δι' ὅλα: [120, 1693, 457, 1717]
article-text: Μιὰ ἀπὸ τὰς πλέον δυσχερεῖς στιγμὰς διέρχεται ἡ Γιουγκοσλαβία ἀπὸ οἰκονομικῆς πλευρᾶς. Ὁ πρόεδρος Τίτο ἐδήλωσεν ὅτι ἡ χώρα ἀντιμετωπίζει σοβαρὸν ἔλλειμμα εἰς τὸν προϋπολογισμόν. Αἱ ἐξαγωγαὶ ἐμειώθησαν σημαντικῶς, ἐνῷ αἱ εἰσαγωγαὶ ηὐξήθησαν. Τὸ ἐξωτερικὸν χρέος τῆς χώρας ἀνέρχεται εἰς μεγάλα ποσά, τὰ ὁποῖα πρέπει νὰ ἐξοφληθοῦν ἐντὸς τῶν προσεχῶν ἐτῶν.: [752, 1880, 920, 2066]
article-text: Ἀλλὰ τὸ μεγαλύτερον πρόβλημα τῆς ἐπαρχίας εἶναι ἡ ἔλλειψις δρόμων. Ἐκ τῶν 53 χωρίων μόνον τὰ 12 συνδέονται μὲ τὴν πόλιν δι' ἀσφαλτοστρωμένων ὁδῶν. Τὰ ὑπόλοιπα εἶναι ἀπομονωμένα κατὰ τὸν χειμῶνα.: [928, 1454, 1099, 1554]
city-news-dateline: ΚΩΜΙΠΟΛΙΣ, Ἰούλιος.: [589, 179, 718, 190]
article-text: διαδοθὲν ἐντεῦθεν, προσέθεσε. Ἡ δίκη ἐξεδικάσθη καὶ ἡ ἀπόφασις θὰ ἐκδοθῇ ἐντὸς τῶν προσεχῶν ἡμερῶν. Οἱ διάδικοι ἀνεχώρησαν ἱκανοποιημένοι ἀπὸ τὴν διεξαγωγὴν τῆς δίκης, ἡ ὁποία ἔμεινε ἀξέχαστος.: [387, 807, 561, 893]
yugo-deck-1: ΜΕΓΑ ΕΛΛΕΙΜΜΑ ΕΙΣ ΤΟΝ ΠΡΟΫΠΟΛΟΓΙΣΜΟΝ: [770, 1813, 1271, 1836]
orestias-subhead: Ἡ ἔρευνα τοῦ συνεργάτου μας κ. Ἀντ. Καστρινοῦ: [763, 297, 1278, 355]
article-text: Σ' αὐτὸ τὸ σημεῖο πρέπει νὰ τονισθῇ ὅτι ἡ πόλις ἐπιβαρύνεται μὲ μεγάλα ἔξοδα διὰ τὴν συντήρησιν τῶν δρόμων, τῶν πάρκων καὶ τῶν κοινοχρήστων χώρων. Οἱ πόροι τοῦ δήμου εἶναι περιωρισμένοι καὶ δὲν ἐπαρκοῦν διὰ νὰ καλύψουν ὅλας τὰς ἀνάγκας.: [1115, 603, 1285, 713]
olympus-deck-1: Ριπαὶ ἀνέμου καὶ δριμύτατον ψῦχος: [88, 172, 489, 196]
india-headline-2: ΟΙΑΝΔΗΠΟΤΕ ΝΕΑΝ ΕΙΣΒΟΛΗΝ ΕΚ ΚΙΝΑΣ: [38, 1564, 539, 1594]
article-text: Ἡ Γιουγκοσλαβικὴ προπαγάνδα περὶ τοῦ Μακεδονικοῦ συνεχίζεται.: [1121, 2151, 1289, 2189]
article-text: Ἡ διαδικασία ἤρχισε περὶ τὴν μεσημβρίαν, ἐνῷ ὁ ἄνεμος ἔπνεε σφοδρὸς καὶ τὸ ψῦχος ἦτο δριμύτατον, ὥστε οἱ δικασταὶ καὶ οἱ παριστάμενοι ἠναγκάσθησαν νὰ ἐνδυθοῦν χοντρὰ ἐνδύματα. Ἡ ἀνάβασις διήρκεσεν ἐπὶ πολλὰς ὥρας, διὰ μέσου δυσβάτων μονοπατιῶν καὶ χαραδρῶν, μὲ τὴν βοήθειαν ἡμιόνων. Οἱ ὁδηγοὶ ἐγνώριζον τὰς ὁδοὺς καλῶς, ἐπειδὴ ἐπὶ σειρὰν ἐτῶν ἐβόσκον τὰ ποίμνια εἰς τὰς κορυφάς.: [6, 539, 181, 712]
article-text: Αἱ πολιτικαὶ συνέπειαι τῆς οἰκονομικῆς κρίσεως εἶναι σοβαραί. Ἡ δυσαρέσκεια τοῦ λαοῦ αὐξάνεται καὶ ἡ κυβέρνησις ἀντιμετωπίζει ἐπικρίσεις ἀπὸ τὰ μέλη τοῦ κόμματος.: [1121, 1902, 1289, 1988]
yugo-sub-hopes: ΔΙΑΨΕΥΣΙΣ ΕΛΠΙΔΩΝ: [780, 2071, 892, 2084]
